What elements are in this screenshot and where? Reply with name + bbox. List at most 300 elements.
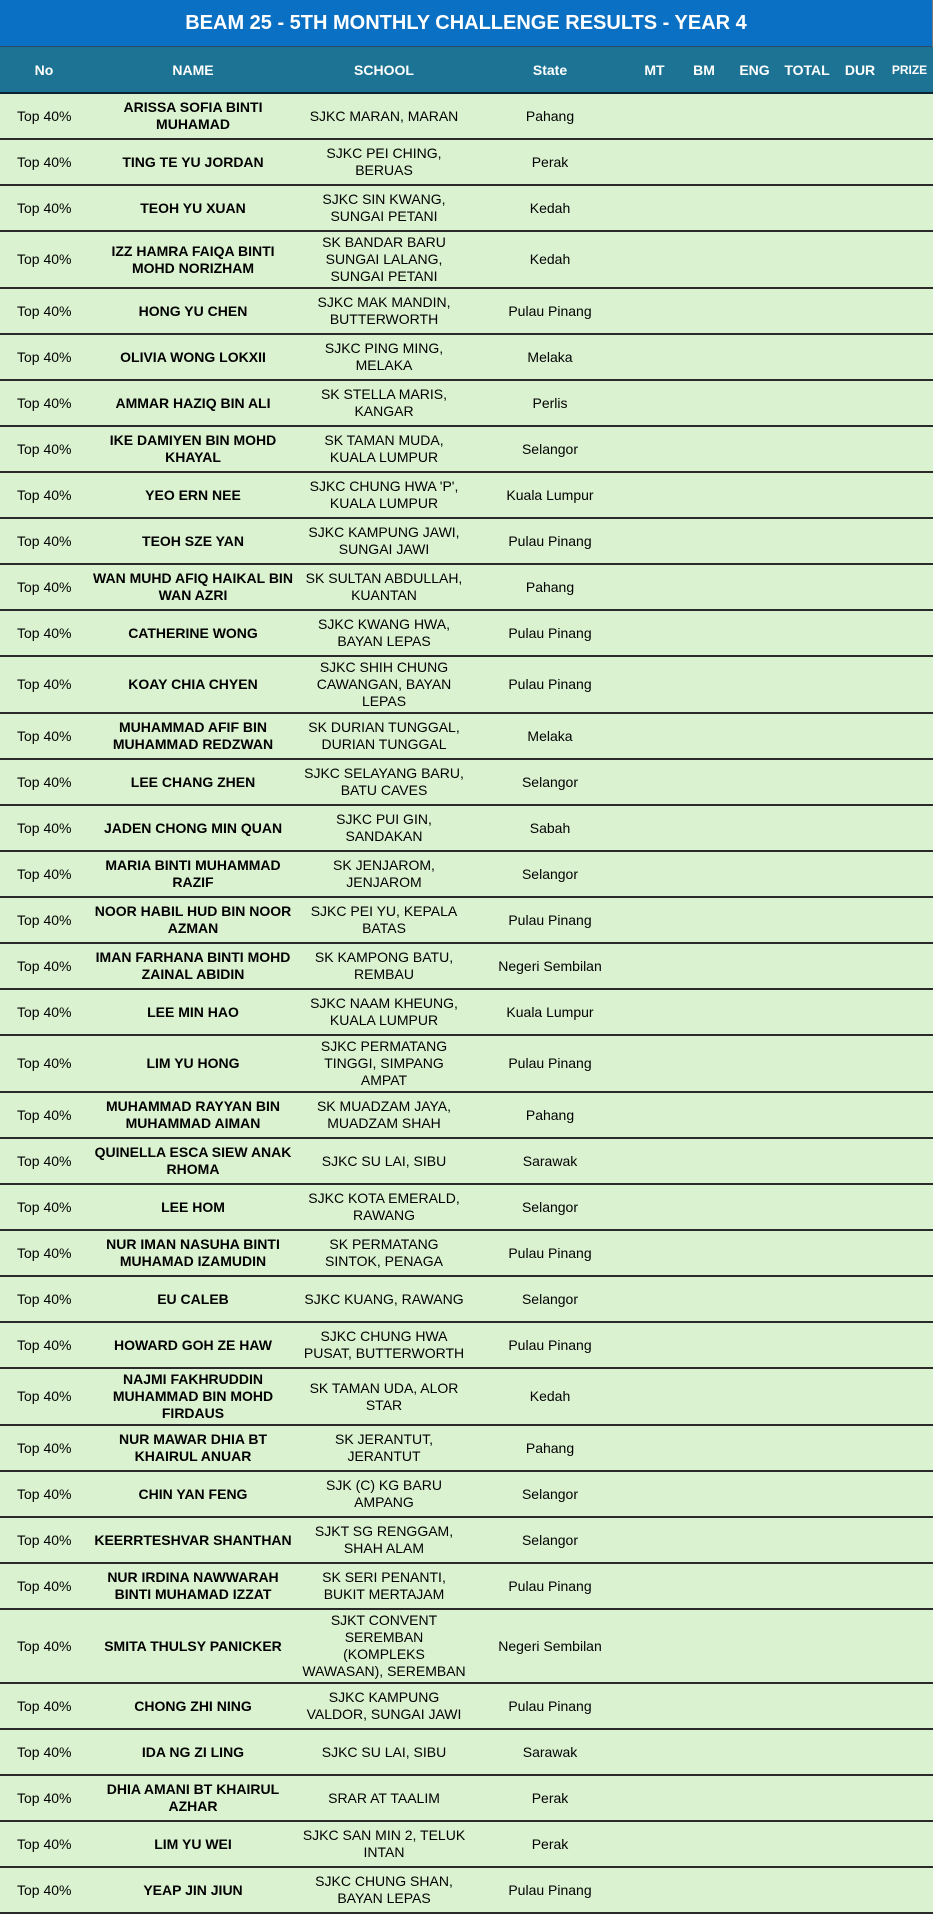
- name-cell: MARIA BINTI MUHAMMAD RAZIF: [88, 851, 298, 897]
- prize-cell: [886, 334, 933, 380]
- bm-cell: [679, 1035, 729, 1092]
- rank-cell: Top 40%: [0, 380, 88, 426]
- name-cell: TEOH YU XUAN: [88, 185, 298, 231]
- state-cell: Pulau Pinang: [470, 1230, 630, 1276]
- rank-cell: Top 40%: [0, 1821, 88, 1867]
- total-cell: [780, 805, 834, 851]
- eng-cell: [729, 1471, 780, 1517]
- bm-cell: [679, 185, 729, 231]
- table-row: [0, 1821, 933, 1867]
- mt-cell: [630, 1563, 679, 1609]
- dur-cell: [834, 1867, 886, 1913]
- mt-cell: [630, 334, 679, 380]
- prize-cell: [886, 231, 933, 288]
- dur-cell: [834, 231, 886, 288]
- total-cell: [780, 1729, 834, 1775]
- total-cell: [780, 564, 834, 610]
- table-row: [0, 1609, 933, 1683]
- mt-cell: [630, 1729, 679, 1775]
- rank-cell: Top 40%: [0, 1729, 88, 1775]
- table-row: [0, 139, 933, 185]
- dur-cell: [834, 1322, 886, 1368]
- dur-cell: [834, 1425, 886, 1471]
- school-cell: SK SULTAN ABDULLAH, KUANTAN: [298, 564, 470, 610]
- bm-cell: [679, 1184, 729, 1230]
- prize-cell: [886, 1322, 933, 1368]
- dur-cell: [834, 656, 886, 713]
- eng-cell: [729, 426, 780, 472]
- school-cell: SJKC SAN MIN 2, TELUK INTAN: [298, 1821, 470, 1867]
- mt-cell: [630, 1609, 679, 1683]
- state-cell: Kuala Lumpur: [470, 472, 630, 518]
- rank-cell: Top 40%: [0, 139, 88, 185]
- school-cell: SK DURIAN TUNGGAL, DURIAN TUNGGAL: [298, 713, 470, 759]
- state-cell: Pulau Pinang: [470, 610, 630, 656]
- dur-cell: [834, 1138, 886, 1184]
- state-cell: Perak: [470, 1775, 630, 1821]
- eng-cell: [729, 1138, 780, 1184]
- dur-cell: [834, 851, 886, 897]
- rank-cell: Top 40%: [0, 610, 88, 656]
- dur-cell: [834, 1368, 886, 1425]
- prize-cell: [886, 759, 933, 805]
- school-cell: SJKC KAMPUNG JAWI, SUNGAI JAWI: [298, 518, 470, 564]
- mt-cell: [630, 426, 679, 472]
- mt-cell: [630, 805, 679, 851]
- header-dur: DUR: [834, 47, 886, 93]
- eng-cell: [729, 1517, 780, 1563]
- bm-cell: [679, 334, 729, 380]
- rank-cell: Top 40%: [0, 518, 88, 564]
- table-body: [0, 93, 933, 1913]
- prize-cell: [886, 1775, 933, 1821]
- total-cell: [780, 1563, 834, 1609]
- eng-cell: [729, 1322, 780, 1368]
- table-row: [0, 610, 933, 656]
- mt-cell: [630, 989, 679, 1035]
- prize-cell: [886, 1729, 933, 1775]
- rank-cell: Top 40%: [0, 231, 88, 288]
- name-cell: IDA NG ZI LING: [88, 1729, 298, 1775]
- school-cell: SJKC CHUNG SHAN, BAYAN LEPAS: [298, 1867, 470, 1913]
- state-cell: Perak: [470, 139, 630, 185]
- dur-cell: [834, 1517, 886, 1563]
- table-row: [0, 185, 933, 231]
- bm-cell: [679, 1230, 729, 1276]
- prize-cell: [886, 1683, 933, 1729]
- header-no: No: [0, 47, 88, 93]
- state-cell: Kedah: [470, 185, 630, 231]
- name-cell: NUR IRDINA NAWWARAH BINTI MUHAMAD IZZAT: [88, 1563, 298, 1609]
- rank-cell: Top 40%: [0, 288, 88, 334]
- name-cell: NAJMI FAKHRUDDIN MUHAMMAD BIN MOHD FIRDAUS: [88, 1368, 298, 1425]
- rank-cell: Top 40%: [0, 1184, 88, 1230]
- name-cell: TEOH SZE YAN: [88, 518, 298, 564]
- state-cell: Pulau Pinang: [470, 1563, 630, 1609]
- school-cell: SJKC KOTA EMERALD, RAWANG: [298, 1184, 470, 1230]
- bm-cell: [679, 759, 729, 805]
- bm-cell: [679, 472, 729, 518]
- bm-cell: [679, 805, 729, 851]
- total-cell: [780, 1609, 834, 1683]
- total-cell: [780, 1092, 834, 1138]
- rank-cell: Top 40%: [0, 805, 88, 851]
- mt-cell: [630, 656, 679, 713]
- rank-cell: Top 40%: [0, 1276, 88, 1322]
- rank-cell: Top 40%: [0, 1609, 88, 1683]
- name-cell: IMAN FARHANA BINTI MOHD ZAINAL ABIDIN: [88, 943, 298, 989]
- bm-cell: [679, 656, 729, 713]
- prize-cell: [886, 610, 933, 656]
- dur-cell: [834, 943, 886, 989]
- mt-cell: [630, 1138, 679, 1184]
- table-row: [0, 989, 933, 1035]
- table-row: [0, 1471, 933, 1517]
- eng-cell: [729, 334, 780, 380]
- prize-cell: [886, 185, 933, 231]
- eng-cell: [729, 518, 780, 564]
- table-row: [0, 1729, 933, 1775]
- bm-cell: [679, 288, 729, 334]
- dur-cell: [834, 713, 886, 759]
- eng-cell: [729, 1230, 780, 1276]
- school-cell: SJKC SU LAI, SIBU: [298, 1138, 470, 1184]
- state-cell: Pulau Pinang: [470, 1322, 630, 1368]
- eng-cell: [729, 1092, 780, 1138]
- dur-cell: [834, 1092, 886, 1138]
- mt-cell: [630, 288, 679, 334]
- school-cell: SK BANDAR BARU SUNGAI LALANG, SUNGAI PETANI: [298, 231, 470, 288]
- rank-cell: Top 40%: [0, 185, 88, 231]
- prize-cell: [886, 1092, 933, 1138]
- table-row: [0, 1035, 933, 1092]
- school-cell: SJKC SHIH CHUNG CAWANGAN, BAYAN LEPAS: [298, 656, 470, 713]
- header-state: State: [470, 47, 630, 93]
- state-cell: Pulau Pinang: [470, 1035, 630, 1092]
- school-cell: SK MUADZAM JAYA, MUADZAM SHAH: [298, 1092, 470, 1138]
- total-cell: [780, 93, 834, 139]
- state-cell: Negeri Sembilan: [470, 943, 630, 989]
- total-cell: [780, 1276, 834, 1322]
- total-cell: [780, 472, 834, 518]
- state-cell: Selangor: [470, 759, 630, 805]
- total-cell: [780, 989, 834, 1035]
- dur-cell: [834, 1775, 886, 1821]
- mt-cell: [630, 1092, 679, 1138]
- state-cell: Selangor: [470, 1471, 630, 1517]
- total-cell: [780, 897, 834, 943]
- table-row: [0, 897, 933, 943]
- name-cell: TING TE YU JORDAN: [88, 139, 298, 185]
- bm-cell: [679, 1425, 729, 1471]
- prize-cell: [886, 1184, 933, 1230]
- name-cell: WAN MUHD AFIQ HAIKAL BIN WAN AZRI: [88, 564, 298, 610]
- bm-cell: [679, 518, 729, 564]
- state-cell: Sabah: [470, 805, 630, 851]
- total-cell: [780, 518, 834, 564]
- prize-cell: [886, 989, 933, 1035]
- state-cell: Pulau Pinang: [470, 288, 630, 334]
- name-cell: KOAY CHIA CHYEN: [88, 656, 298, 713]
- bm-cell: [679, 1517, 729, 1563]
- mt-cell: [630, 943, 679, 989]
- state-cell: Perak: [470, 1821, 630, 1867]
- total-cell: [780, 231, 834, 288]
- bm-cell: [679, 93, 729, 139]
- eng-cell: [729, 231, 780, 288]
- school-cell: SK PERMATANG SINTOK, PENAGA: [298, 1230, 470, 1276]
- mt-cell: [630, 1683, 679, 1729]
- prize-cell: [886, 1867, 933, 1913]
- prize-cell: [886, 93, 933, 139]
- prize-cell: [886, 897, 933, 943]
- dur-cell: [834, 1471, 886, 1517]
- rank-cell: Top 40%: [0, 1425, 88, 1471]
- eng-cell: [729, 1368, 780, 1425]
- dur-cell: [834, 426, 886, 472]
- mt-cell: [630, 897, 679, 943]
- mt-cell: [630, 1276, 679, 1322]
- state-cell: Pulau Pinang: [470, 656, 630, 713]
- header-school: SCHOOL: [298, 47, 470, 93]
- state-cell: Sarawak: [470, 1729, 630, 1775]
- bm-cell: [679, 851, 729, 897]
- page-title: BEAM 25 - 5TH MONTHLY CHALLENGE RESULTS - YEAR 4: [0, 0, 932, 47]
- rank-cell: Top 40%: [0, 1867, 88, 1913]
- name-cell: HONG YU CHEN: [88, 288, 298, 334]
- prize-cell: [886, 1368, 933, 1425]
- table-row: [0, 1867, 933, 1913]
- mt-cell: [630, 851, 679, 897]
- bm-cell: [679, 989, 729, 1035]
- dur-cell: [834, 185, 886, 231]
- table-row: [0, 805, 933, 851]
- dur-cell: [834, 1184, 886, 1230]
- table-row: [0, 1683, 933, 1729]
- rank-cell: Top 40%: [0, 564, 88, 610]
- dur-cell: [834, 1035, 886, 1092]
- dur-cell: [834, 1683, 886, 1729]
- mt-cell: [630, 1867, 679, 1913]
- rank-cell: Top 40%: [0, 1230, 88, 1276]
- bm-cell: [679, 380, 729, 426]
- dur-cell: [834, 93, 886, 139]
- total-cell: [780, 610, 834, 656]
- name-cell: JADEN CHONG MIN QUAN: [88, 805, 298, 851]
- bm-cell: [679, 1471, 729, 1517]
- mt-cell: [630, 1821, 679, 1867]
- bm-cell: [679, 1683, 729, 1729]
- mt-cell: [630, 1035, 679, 1092]
- state-cell: Pahang: [470, 93, 630, 139]
- eng-cell: [729, 610, 780, 656]
- prize-cell: [886, 426, 933, 472]
- rank-cell: Top 40%: [0, 1471, 88, 1517]
- total-cell: [780, 1517, 834, 1563]
- eng-cell: [729, 943, 780, 989]
- school-cell: SJKT SG RENGGAM, SHAH ALAM: [298, 1517, 470, 1563]
- total-cell: [780, 713, 834, 759]
- bm-cell: [679, 1368, 729, 1425]
- bm-cell: [679, 231, 729, 288]
- total-cell: [780, 1035, 834, 1092]
- mt-cell: [630, 1471, 679, 1517]
- name-cell: LEE HOM: [88, 1184, 298, 1230]
- total-cell: [780, 1683, 834, 1729]
- table-row: [0, 1563, 933, 1609]
- rank-cell: Top 40%: [0, 1322, 88, 1368]
- rank-cell: Top 40%: [0, 897, 88, 943]
- prize-cell: [886, 1425, 933, 1471]
- eng-cell: [729, 185, 780, 231]
- eng-cell: [729, 1563, 780, 1609]
- dur-cell: [834, 1276, 886, 1322]
- name-cell: HOWARD GOH ZE HAW: [88, 1322, 298, 1368]
- dur-cell: [834, 759, 886, 805]
- bm-cell: [679, 1276, 729, 1322]
- name-cell: NUR IMAN NASUHA BINTI MUHAMAD IZAMUDIN: [88, 1230, 298, 1276]
- school-cell: SK KAMPONG BATU, REMBAU: [298, 943, 470, 989]
- rank-cell: Top 40%: [0, 1775, 88, 1821]
- state-cell: Pulau Pinang: [470, 518, 630, 564]
- eng-cell: [729, 1184, 780, 1230]
- bm-cell: [679, 139, 729, 185]
- school-cell: SJKC PEI CHING, BERUAS: [298, 139, 470, 185]
- mt-cell: [630, 1517, 679, 1563]
- table-row: [0, 334, 933, 380]
- table-row: [0, 713, 933, 759]
- state-cell: Pahang: [470, 564, 630, 610]
- rank-cell: Top 40%: [0, 713, 88, 759]
- bm-cell: [679, 1092, 729, 1138]
- name-cell: KEERRTESHVAR SHANTHAN: [88, 1517, 298, 1563]
- mt-cell: [630, 518, 679, 564]
- name-cell: NOOR HABIL HUD BIN NOOR AZMAN: [88, 897, 298, 943]
- total-cell: [780, 1368, 834, 1425]
- name-cell: IZZ HAMRA FAIQA BINTI MOHD NORIZHAM: [88, 231, 298, 288]
- table-header: [0, 47, 933, 93]
- table-row: [0, 759, 933, 805]
- dur-cell: [834, 564, 886, 610]
- eng-cell: [729, 139, 780, 185]
- school-cell: SK STELLA MARIS, KANGAR: [298, 380, 470, 426]
- state-cell: Negeri Sembilan: [470, 1609, 630, 1683]
- eng-cell: [729, 1775, 780, 1821]
- eng-cell: [729, 380, 780, 426]
- dur-cell: [834, 518, 886, 564]
- state-cell: Pulau Pinang: [470, 1683, 630, 1729]
- table-row: [0, 851, 933, 897]
- total-cell: [780, 851, 834, 897]
- prize-cell: [886, 1609, 933, 1683]
- dur-cell: [834, 1230, 886, 1276]
- prize-cell: [886, 1471, 933, 1517]
- school-cell: SJKC SU LAI, SIBU: [298, 1729, 470, 1775]
- rank-cell: Top 40%: [0, 472, 88, 518]
- state-cell: Pahang: [470, 1425, 630, 1471]
- prize-cell: [886, 1230, 933, 1276]
- header-mt: MT: [630, 47, 679, 93]
- name-cell: LEE MIN HAO: [88, 989, 298, 1035]
- header-row: [0, 47, 933, 93]
- table-row: [0, 1092, 933, 1138]
- state-cell: Selangor: [470, 1517, 630, 1563]
- dur-cell: [834, 897, 886, 943]
- header-name: NAME: [88, 47, 298, 93]
- prize-cell: [886, 1517, 933, 1563]
- name-cell: CHONG ZHI NING: [88, 1683, 298, 1729]
- name-cell: MUHAMMAD AFIF BIN MUHAMMAD REDZWAN: [88, 713, 298, 759]
- eng-cell: [729, 805, 780, 851]
- table-row: [0, 1775, 933, 1821]
- total-cell: [780, 1425, 834, 1471]
- eng-cell: [729, 1867, 780, 1913]
- table-row: [0, 1517, 933, 1563]
- total-cell: [780, 139, 834, 185]
- mt-cell: [630, 564, 679, 610]
- bm-cell: [679, 897, 729, 943]
- header-total: TOTAL: [780, 47, 834, 93]
- eng-cell: [729, 1729, 780, 1775]
- dur-cell: [834, 1609, 886, 1683]
- school-cell: SJKC PERMATANG TINGGI, SIMPANG AMPAT: [298, 1035, 470, 1092]
- eng-cell: [729, 1683, 780, 1729]
- state-cell: Perlis: [470, 380, 630, 426]
- rank-cell: Top 40%: [0, 943, 88, 989]
- table-row: [0, 518, 933, 564]
- eng-cell: [729, 1609, 780, 1683]
- total-cell: [780, 1821, 834, 1867]
- mt-cell: [630, 231, 679, 288]
- header-bm: BM: [679, 47, 729, 93]
- total-cell: [780, 1322, 834, 1368]
- prize-cell: [886, 472, 933, 518]
- mt-cell: [630, 1425, 679, 1471]
- total-cell: [780, 288, 834, 334]
- mt-cell: [630, 1184, 679, 1230]
- state-cell: Selangor: [470, 1276, 630, 1322]
- name-cell: NUR MAWAR DHIA BT KHAIRUL ANUAR: [88, 1425, 298, 1471]
- eng-cell: [729, 1035, 780, 1092]
- name-cell: DHIA AMANI BT KHAIRUL AZHAR: [88, 1775, 298, 1821]
- bm-cell: [679, 1138, 729, 1184]
- table-row: [0, 1368, 933, 1425]
- bm-cell: [679, 1729, 729, 1775]
- name-cell: LIM YU WEI: [88, 1821, 298, 1867]
- state-cell: Sarawak: [470, 1138, 630, 1184]
- school-cell: SK SERI PENANTI, BUKIT MERTAJAM: [298, 1563, 470, 1609]
- dur-cell: [834, 288, 886, 334]
- eng-cell: [729, 564, 780, 610]
- dur-cell: [834, 1563, 886, 1609]
- state-cell: Kuala Lumpur: [470, 989, 630, 1035]
- school-cell: SJKC NAAM KHEUNG, KUALA LUMPUR: [298, 989, 470, 1035]
- table-row: [0, 1138, 933, 1184]
- school-cell: SK TAMAN MUDA, KUALA LUMPUR: [298, 426, 470, 472]
- prize-cell: [886, 1138, 933, 1184]
- dur-cell: [834, 610, 886, 656]
- table-row: [0, 1230, 933, 1276]
- bm-cell: [679, 1322, 729, 1368]
- state-cell: Kedah: [470, 1368, 630, 1425]
- rank-cell: Top 40%: [0, 1517, 88, 1563]
- dur-cell: [834, 989, 886, 1035]
- state-cell: Selangor: [470, 851, 630, 897]
- eng-cell: [729, 897, 780, 943]
- mt-cell: [630, 759, 679, 805]
- state-cell: Pulau Pinang: [470, 897, 630, 943]
- table-row: [0, 93, 933, 139]
